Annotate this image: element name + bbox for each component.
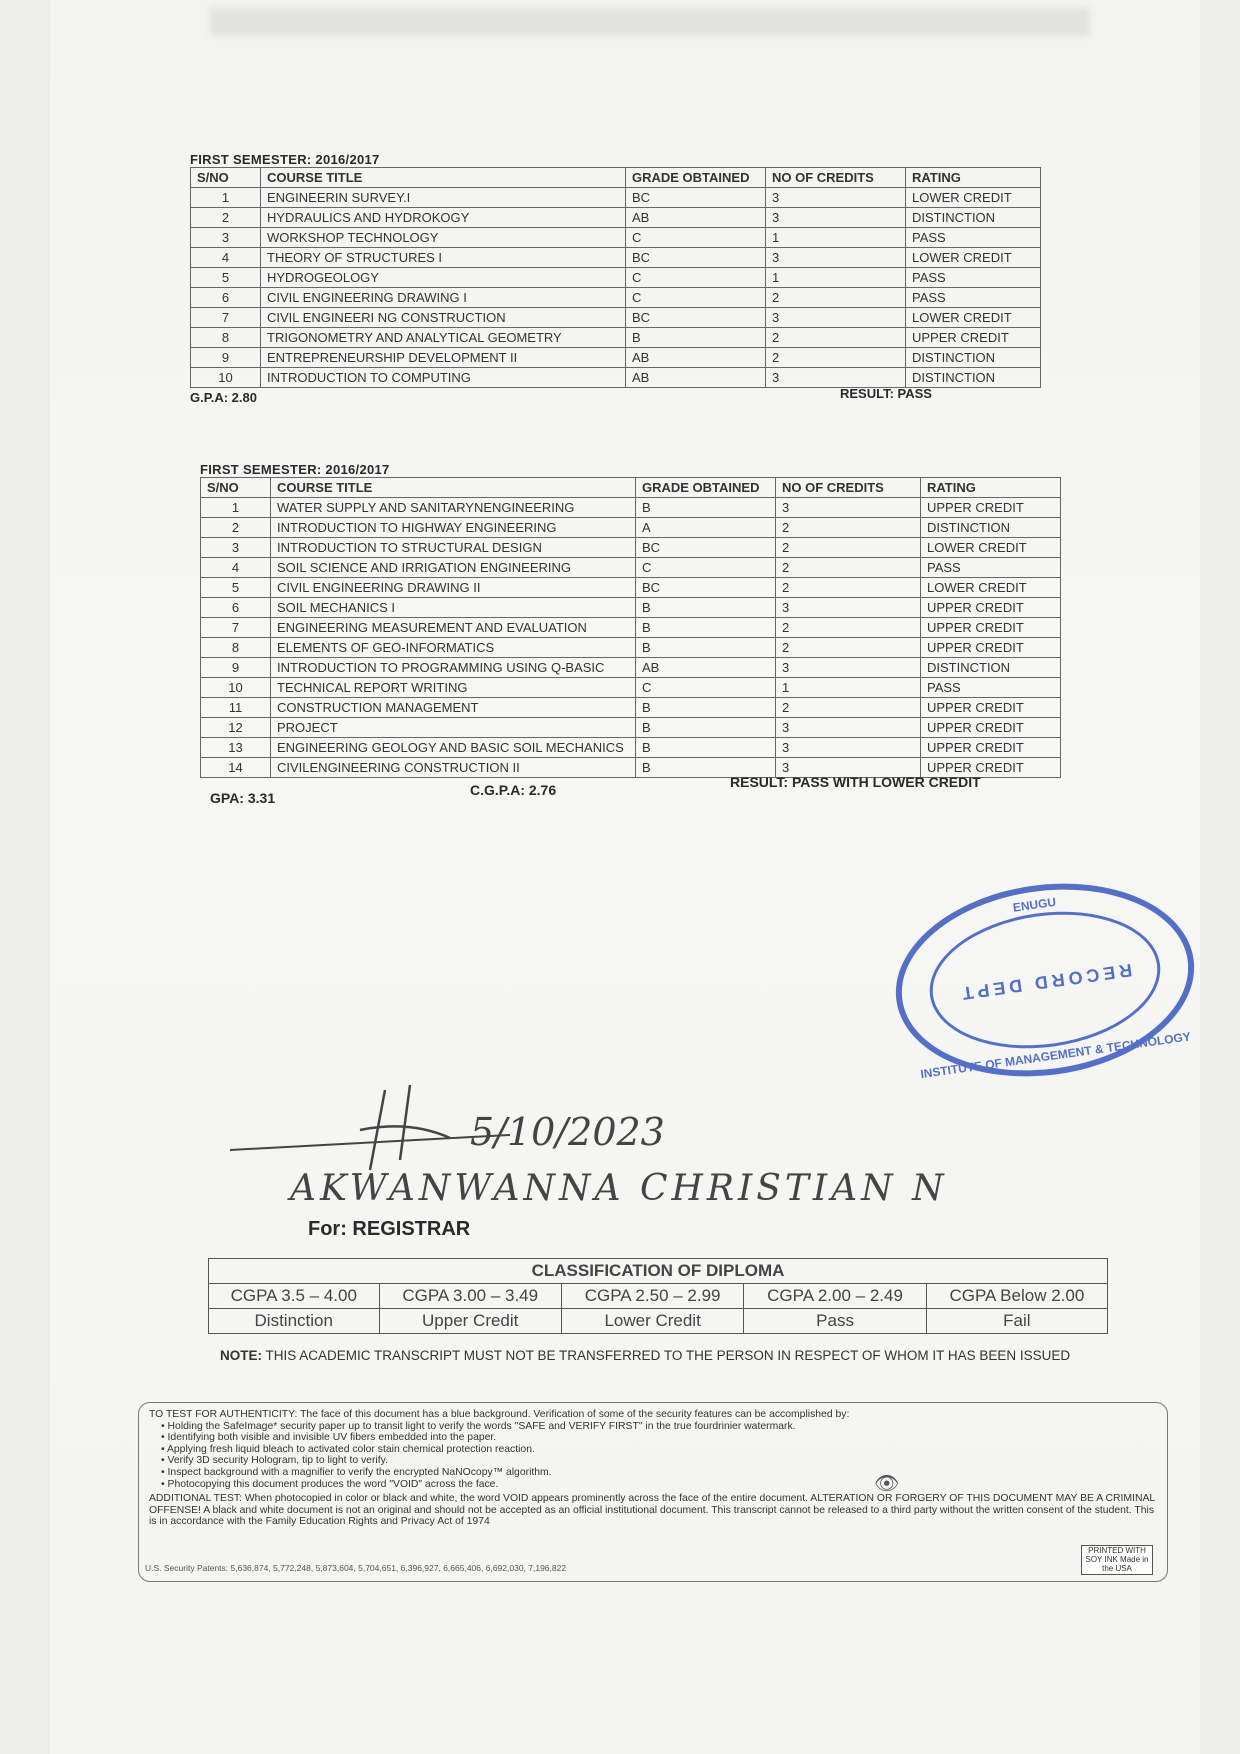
cell-credits: 2	[776, 558, 921, 578]
cell-grade: B	[636, 618, 776, 638]
semester-2-result: RESULT: PASS WITH LOWER CREDIT	[730, 774, 981, 790]
cell-sno: 4	[191, 248, 261, 268]
table-row	[201, 618, 1061, 638]
table-row	[191, 208, 1041, 228]
classification-ranges-row	[209, 1284, 1108, 1309]
cell-course: HYDROGEOLOGY	[261, 268, 626, 288]
semester-2-block	[200, 462, 1061, 808]
classification-range: CGPA 2.50 – 2.99	[561, 1284, 743, 1309]
cell-sno: 10	[191, 368, 261, 388]
cell-credits: 3	[776, 498, 921, 518]
cell-rating: DISTINCTION	[906, 208, 1041, 228]
cell-course: WATER SUPPLY AND SANITARYNENGINEERING	[271, 498, 636, 518]
table-row	[191, 268, 1041, 288]
table-header-row	[191, 168, 1041, 188]
authenticity-item: • Identifying both visible and invisible UV fibers embedded into the paper.	[161, 1432, 1157, 1444]
cell-credits: 3	[766, 368, 906, 388]
cell-sno: 6	[201, 598, 271, 618]
cell-credits: 2	[766, 328, 906, 348]
cell-grade: C	[636, 678, 776, 698]
cell-credits: 1	[766, 268, 906, 288]
cell-rating: DISTINCTION	[921, 518, 1061, 538]
cell-grade: B	[626, 328, 766, 348]
authenticity-item: • Verify 3D security Hologram, tip to light to verify.	[161, 1455, 1157, 1467]
cell-course: CIVIL ENGINEERING DRAWING I	[261, 288, 626, 308]
semester-2-title: FIRST SEMESTER: 2016/2017	[200, 462, 390, 477]
header-grade: GRADE OBTAINED	[636, 478, 776, 498]
note-text: THIS ACADEMIC TRANSCRIPT MUST NOT BE TRANSFERRED TO THE PERSON IN RESPECT OF WHOM IT HAS BEEN ISSUED	[262, 1348, 1071, 1363]
cell-course: SOIL MECHANICS I	[271, 598, 636, 618]
cell-grade: B	[636, 638, 776, 658]
record-dept-stamp	[883, 865, 1207, 1095]
cell-grade: BC	[626, 188, 766, 208]
header-course: COURSE TITLE	[261, 168, 626, 188]
table-row	[191, 248, 1041, 268]
cell-rating: UPPER CREDIT	[921, 498, 1061, 518]
table-row	[201, 518, 1061, 538]
header-credits: NO OF CREDITS	[766, 168, 906, 188]
cell-credits: 1	[766, 228, 906, 248]
header-course: COURSE TITLE	[271, 478, 636, 498]
cell-rating: UPPER CREDIT	[921, 598, 1061, 618]
table-row	[201, 738, 1061, 758]
cell-credits: 2	[766, 348, 906, 368]
authenticity-list	[149, 1420, 1157, 1495]
table-row	[201, 698, 1061, 718]
cell-credits: 2	[776, 638, 921, 658]
table-row	[201, 578, 1061, 598]
cell-grade: B	[636, 498, 776, 518]
cell-grade: BC	[636, 538, 776, 558]
cell-credits: 2	[776, 518, 921, 538]
cell-rating: UPPER CREDIT	[921, 638, 1061, 658]
authenticity-item: • Photocopying this document produces the word "VOID" across the face.	[161, 1479, 1157, 1491]
cell-rating: LOWER CREDIT	[906, 188, 1041, 208]
classification-class: Distinction	[209, 1309, 380, 1334]
cell-sno: 7	[191, 308, 261, 328]
cell-course: ENGINEERIN SURVEY.I	[261, 188, 626, 208]
table-row	[191, 308, 1041, 328]
authenticity-item: • Inspect background with a magnifier to verify the encrypted NaNOcopy™ algorithm.	[161, 1467, 1157, 1479]
additional-test-text: ADDITIONAL TEST: When photocopied in color or black and white, the word VOID appears prominently across the face of the entire document. ALTERATION OR FORGERY OF THIS DOCUMENT MAY BE A CRIMINAL OFFENSE! A black and white document is not an original and should not be accepted as an official institutional document. This transcript cannot be released to a third party without the written consent of the student. This is in accordance with the Family Education Rights and Privacy Act of 1974	[149, 1493, 1155, 1528]
cell-course: TECHNICAL REPORT WRITING	[271, 678, 636, 698]
cell-grade: C	[626, 288, 766, 308]
semester-1-gpa: G.P.A: 2.80	[190, 390, 257, 405]
stamp-bottom-text: INSTITUTE OF MANAGEMENT & TECHNOLOGY	[919, 1029, 1192, 1082]
cell-course: ENTREPRENEURSHIP DEVELOPMENT II	[261, 348, 626, 368]
cell-rating: PASS	[921, 558, 1061, 578]
header-sno: S/NO	[201, 478, 271, 498]
cell-credits: 2	[776, 578, 921, 598]
header-credits: NO OF CREDITS	[776, 478, 921, 498]
cell-sno: 14	[201, 758, 271, 778]
cell-rating: UPPER CREDIT	[906, 328, 1041, 348]
cell-sno: 1	[201, 498, 271, 518]
cell-credits: 3	[776, 758, 921, 778]
cell-credits: 3	[766, 188, 906, 208]
cell-sno: 7	[201, 618, 271, 638]
cell-credits: 3	[766, 308, 906, 328]
cell-rating: LOWER CREDIT	[921, 578, 1061, 598]
table-row	[191, 328, 1041, 348]
cell-rating: UPPER CREDIT	[921, 738, 1061, 758]
semester-2-cgpa: C.G.P.A: 2.76	[470, 782, 557, 798]
cell-sno: 9	[201, 658, 271, 678]
signature-name: AKWANWANNA CHRISTIAN N	[290, 1168, 948, 1209]
cell-sno: 3	[201, 538, 271, 558]
cell-credits: 3	[766, 248, 906, 268]
cell-rating: DISTINCTION	[906, 348, 1041, 368]
authenticity-item: • Holding the SafeImage* security paper up to transit light to verify the words "SAFE and VERIFY FIRST" in the true fourdrinier watermark.	[161, 1421, 1157, 1433]
semester-2-gpa: GPA: 3.31	[210, 790, 276, 806]
cell-course: CIVIL ENGINEERI NG CONSTRUCTION	[261, 308, 626, 328]
cell-course: THEORY OF STRUCTURES I	[261, 248, 626, 268]
stamp-top-text: ENUGU	[1011, 894, 1057, 915]
cell-course: CONSTRUCTION MANAGEMENT	[271, 698, 636, 718]
cell-grade: B	[636, 758, 776, 778]
cell-credits: 2	[776, 618, 921, 638]
cell-sno: 6	[191, 288, 261, 308]
cell-course: INTRODUCTION TO HIGHWAY ENGINEERING	[271, 518, 636, 538]
cell-grade: C	[626, 228, 766, 248]
classification-class: Upper Credit	[379, 1309, 561, 1334]
cell-sno: 9	[191, 348, 261, 368]
classification-range: CGPA 3.5 – 4.00	[209, 1284, 380, 1309]
transcript-page	[50, 0, 1200, 1754]
registrar-signature	[210, 1080, 1010, 1210]
cell-course: ENGINEERING MEASUREMENT AND EVALUATION	[271, 618, 636, 638]
cell-grade: B	[636, 738, 776, 758]
classification-range: CGPA 3.00 – 3.49	[379, 1284, 561, 1309]
authenticity-intro: TO TEST FOR AUTHENTICITY: The face of this document has a blue background. Verification of some of the security features can be accomplished by:	[149, 1409, 850, 1420]
cell-course: CIVILENGINEERING CONSTRUCTION II	[271, 758, 636, 778]
table-row	[191, 228, 1041, 248]
cell-credits: 1	[776, 678, 921, 698]
semester-1-title: FIRST SEMESTER: 2016/2017	[190, 152, 380, 167]
cell-grade: AB	[636, 658, 776, 678]
cell-sno: 8	[191, 328, 261, 348]
cell-sno: 5	[201, 578, 271, 598]
classification-table	[208, 1258, 1108, 1334]
cell-credits: 3	[776, 738, 921, 758]
cell-grade: AB	[626, 348, 766, 368]
table-row	[201, 598, 1061, 618]
cell-credits: 2	[776, 698, 921, 718]
table-row	[201, 638, 1061, 658]
cell-grade: B	[636, 598, 776, 618]
cell-rating: UPPER CREDIT	[921, 618, 1061, 638]
table-row	[201, 718, 1061, 738]
classification-classes-row	[209, 1309, 1108, 1334]
cell-course: SOIL SCIENCE AND IRRIGATION ENGINEERING	[271, 558, 636, 578]
cell-rating: UPPER CREDIT	[921, 758, 1061, 778]
authenticity-box	[138, 1402, 1168, 1582]
cell-rating: PASS	[906, 268, 1041, 288]
cell-sno: 2	[201, 518, 271, 538]
header-rating: RATING	[906, 168, 1041, 188]
cell-grade: B	[636, 718, 776, 738]
table-row	[201, 558, 1061, 578]
cell-grade: AB	[626, 368, 766, 388]
header-rating: RATING	[921, 478, 1061, 498]
cell-sno: 3	[191, 228, 261, 248]
table-row	[191, 288, 1041, 308]
cell-credits: 3	[776, 658, 921, 678]
cell-course: HYDRAULICS AND HYDROKOGY	[261, 208, 626, 228]
table-row	[201, 678, 1061, 698]
semester-1-result: RESULT: PASS	[840, 386, 932, 401]
cell-rating: LOWER CREDIT	[906, 308, 1041, 328]
authenticity-item: • Applying fresh liquid bleach to activated color stain chemical protection reaction.	[161, 1444, 1157, 1456]
cell-course: INTRODUCTION TO PROGRAMMING USING Q-BASIC	[271, 658, 636, 678]
table-row	[201, 658, 1061, 678]
classification-title: CLASSIFICATION OF DIPLOMA	[209, 1259, 1108, 1284]
cell-course: WORKSHOP TECHNOLOGY	[261, 228, 626, 248]
cell-course: ENGINEERING GEOLOGY AND BASIC SOIL MECHANICS	[271, 738, 636, 758]
cell-course: INTRODUCTION TO COMPUTING	[261, 368, 626, 388]
cell-grade: BC	[626, 308, 766, 328]
classification-class: Fail	[926, 1309, 1107, 1334]
cell-sno: 13	[201, 738, 271, 758]
security-patents: U.S. Security Patents: 5,636,874, 5,772,248, 5,873,604, 5,704,651, 6,396,927, 6,665,406, 6,692,030, 7,196,822	[145, 1563, 567, 1574]
cell-rating: LOWER CREDIT	[906, 248, 1041, 268]
table-header-row	[201, 478, 1061, 498]
cell-grade: C	[636, 558, 776, 578]
cell-grade: B	[636, 698, 776, 718]
table-row	[191, 188, 1041, 208]
cell-course: TRIGONOMETRY AND ANALYTICAL GEOMETRY	[261, 328, 626, 348]
cell-rating: PASS	[906, 288, 1041, 308]
for-registrar-label: For: REGISTRAR	[308, 1218, 471, 1240]
eye-icon: 👁	[874, 1473, 900, 1495]
table-row	[201, 498, 1061, 518]
cell-rating: PASS	[921, 678, 1061, 698]
cell-sno: 8	[201, 638, 271, 658]
semester-2-table	[200, 477, 1061, 778]
cell-grade: BC	[626, 248, 766, 268]
semester-1-block	[190, 152, 1041, 406]
classification-range: CGPA Below 2.00	[926, 1284, 1107, 1309]
cell-rating: UPPER CREDIT	[921, 718, 1061, 738]
stamp-center-text: RECORD DEPT	[957, 959, 1134, 1005]
semester-1-table	[190, 167, 1041, 388]
cell-grade: A	[636, 518, 776, 538]
cell-grade: C	[626, 268, 766, 288]
cell-credits: 3	[766, 208, 906, 228]
cell-grade: BC	[636, 578, 776, 598]
cell-sno: 12	[201, 718, 271, 738]
classification-class: Pass	[744, 1309, 926, 1334]
cell-sno: 2	[191, 208, 261, 228]
cell-sno: 11	[201, 698, 271, 718]
cell-sno: 4	[201, 558, 271, 578]
signature-date: 5/10/2023	[470, 1110, 665, 1154]
cell-course: INTRODUCTION TO STRUCTURAL DESIGN	[271, 538, 636, 558]
cell-rating: PASS	[906, 228, 1041, 248]
cell-rating: LOWER CREDIT	[921, 538, 1061, 558]
cell-course: PROJECT	[271, 718, 636, 738]
cell-credits: 2	[766, 288, 906, 308]
table-row	[201, 538, 1061, 558]
cell-sno: 1	[191, 188, 261, 208]
table-row	[191, 368, 1041, 388]
header-sno: S/NO	[191, 168, 261, 188]
soy-ink-logo: PRINTED WITH SOY INK Made in the USA	[1081, 1545, 1153, 1575]
cell-course: ELEMENTS OF GEO-INFORMATICS	[271, 638, 636, 658]
classification-class: Lower Credit	[561, 1309, 743, 1334]
cell-sno: 10	[201, 678, 271, 698]
table-row	[191, 348, 1041, 368]
note-label: NOTE:	[220, 1348, 262, 1363]
cell-rating: DISTINCTION	[921, 658, 1061, 678]
cell-credits: 3	[776, 598, 921, 618]
cell-sno: 5	[191, 268, 261, 288]
classification-range: CGPA 2.00 – 2.49	[744, 1284, 926, 1309]
cell-credits: 3	[776, 718, 921, 738]
cell-rating: DISTINCTION	[906, 368, 1041, 388]
transcript-note	[220, 1348, 1070, 1363]
cell-course: CIVIL ENGINEERING DRAWING II	[271, 578, 636, 598]
cell-rating: UPPER CREDIT	[921, 698, 1061, 718]
cell-grade: AB	[626, 208, 766, 228]
scan-smudge	[210, 8, 1090, 36]
header-grade: GRADE OBTAINED	[626, 168, 766, 188]
cell-credits: 2	[776, 538, 921, 558]
